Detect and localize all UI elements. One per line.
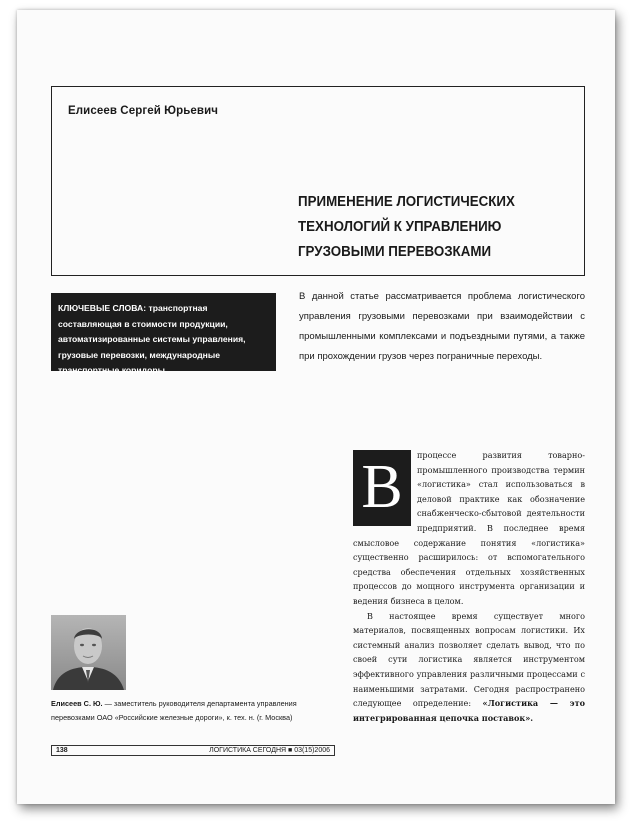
author-name: Елисеев Сергей Юрьевич — [68, 105, 219, 117]
paragraph-1: процессе развития товарно-промышленного производства термин «логистика» стал использоваться в деловой практике как обозначение снабженческо-сбытовой деятельности предприятий. В последнее время смысловое содержание понятия «логистика» существенно расширилось: от вспомогательного средства обеспечения отдельных хозяйственных процессов до мощного инструмента организации и ведения бизнеса в целом. — [353, 450, 585, 606]
journal-issue: ЛОГИСТИКА СЕГОДНЯ ■ 03(15)2006 — [209, 747, 330, 754]
photo-caption — [51, 697, 341, 725]
title-line-2: ТЕХНОЛОГИЙ К УПРАВЛЕНИЮ — [298, 219, 502, 235]
definition-bold: «Логистика — это интегрированная цепочка поставок». — [353, 698, 586, 723]
page — [17, 10, 615, 804]
page-footer — [51, 745, 335, 756]
title-line-1: ПРИМЕНЕНИЕ ЛОГИСТИЧЕСКИХ — [298, 194, 515, 210]
abstract: В данной статье рассматривается проблема логистического управления грузовыми перевозками при взаимодействии с промышленными комплексами и подъездными путями, а также при прохождении грузов через пограничные переходы. — [299, 291, 585, 362]
keywords-label: КЛЮЧЕВЫЕ СЛОВА: — [58, 303, 147, 313]
caption-name: Елисеев С. Ю. — [51, 699, 103, 708]
article-title — [298, 190, 515, 265]
author-photo — [51, 615, 126, 690]
page-number: 138 — [56, 747, 68, 754]
keywords-box — [51, 293, 276, 375]
keywords-text: транспортная составляющая в стоимости продукции, автоматизированные системы управления, грузовые перевозки, международные транспортные коридоры — [58, 303, 246, 375]
dropcap: В — [353, 450, 411, 526]
title-line-3: ГРУЗОВЫМИ ПЕРЕВОЗКАМИ — [298, 244, 492, 260]
paragraph-2 — [353, 609, 585, 726]
paragraph-2-text: В настоящее время существует много материалов, посвященных вопросам логистики. Их системный анализ позволяет сделать вывод, что по своей сути логистика является инструментом эффективного управления различными процессами с наименьшими затратами. Сегодня распространено следующее определение: — [353, 610, 585, 709]
header-box — [51, 86, 585, 276]
article-body — [353, 448, 585, 725]
caption-text: — заместитель руководителя департамента управления перевозками ОАО «Российские железные дороги», к. тех. н. (г. Москва) — [51, 699, 297, 722]
